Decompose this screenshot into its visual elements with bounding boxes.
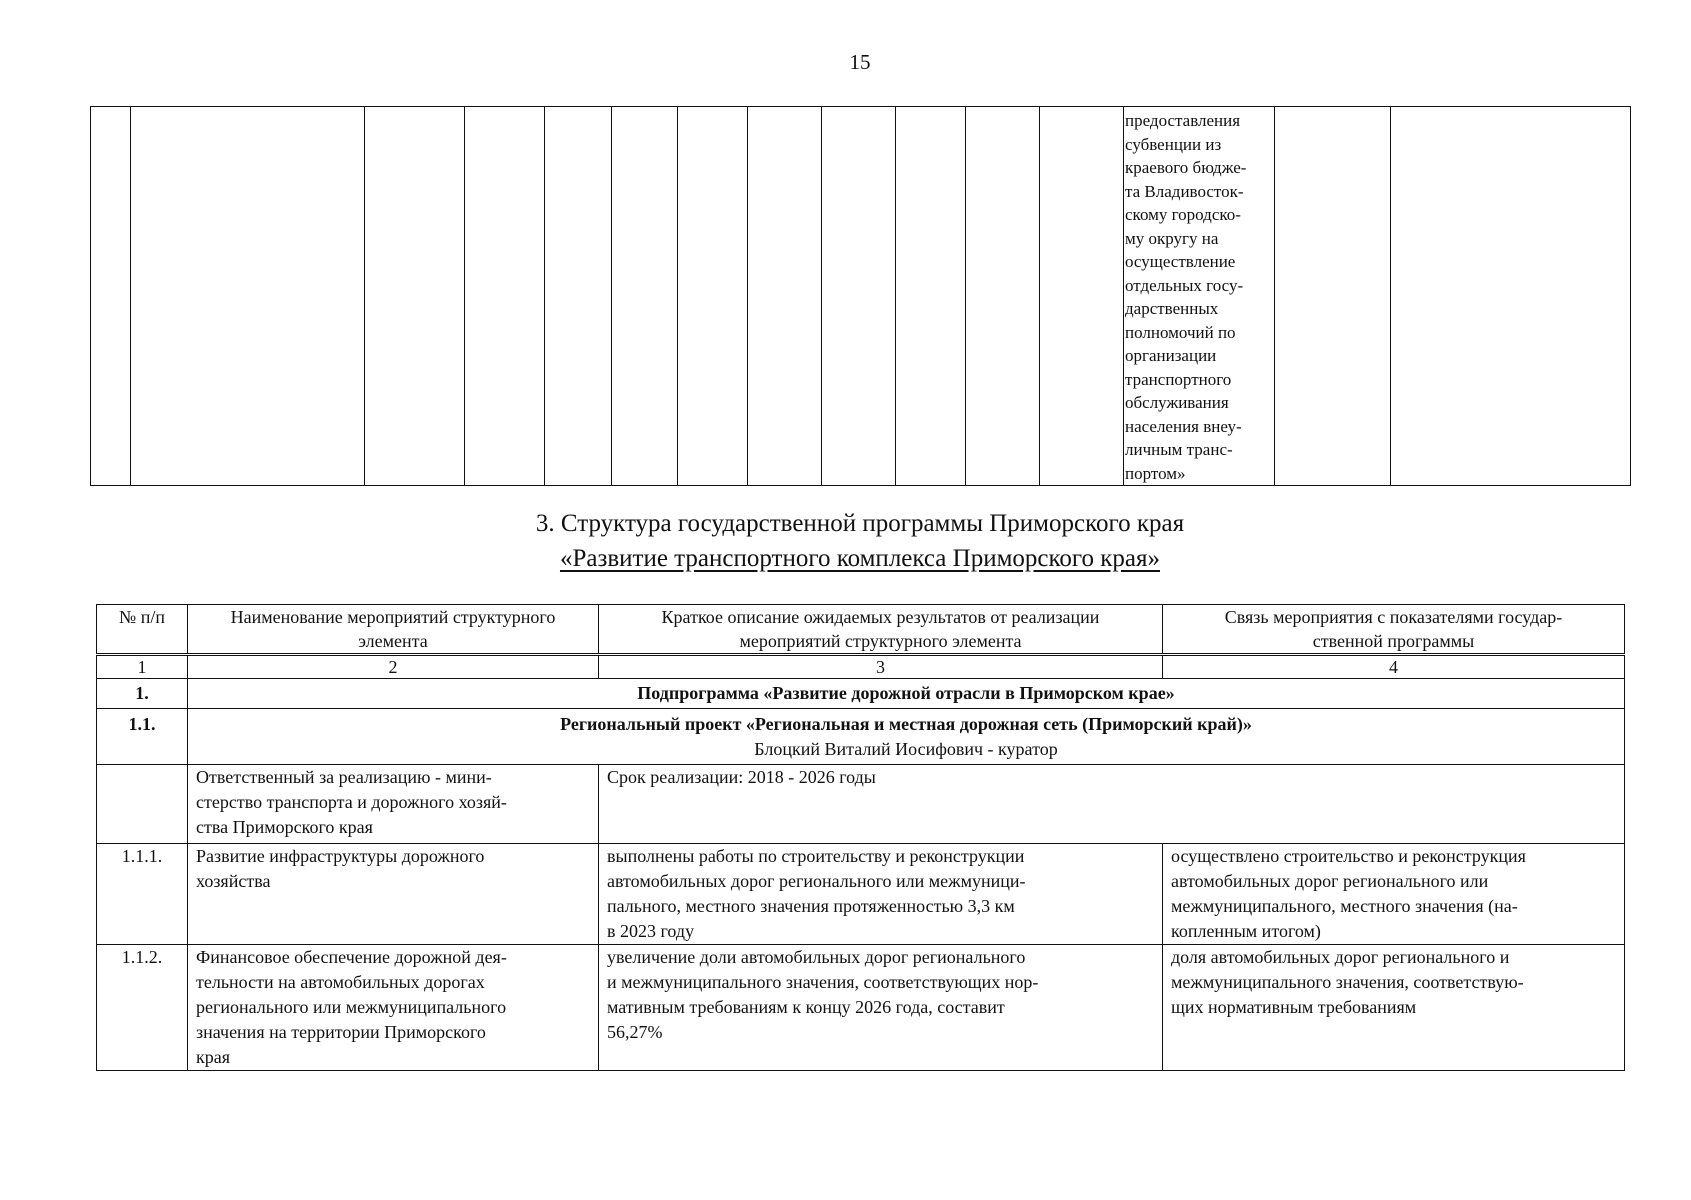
text-line: организации (1125, 346, 1217, 365)
text-line: осуществлено строительство и реконструкция (1171, 846, 1526, 866)
text-line: доля автомобильных дорог регионального и (1171, 947, 1510, 967)
text-line: субвенции из (1125, 134, 1222, 154)
text-line: скому городско- (1125, 205, 1241, 224)
empty-cell (545, 107, 612, 486)
project-number: 1.1. (97, 709, 188, 765)
header-line: элемента (358, 631, 428, 651)
column-number: 3 (599, 655, 1163, 679)
header-indicators (1163, 605, 1625, 655)
indicator-link-cell (1163, 844, 1625, 945)
column-numbers-row (97, 655, 1625, 679)
text-line: дарственных (1125, 299, 1219, 318)
empty-cell (1275, 107, 1391, 486)
empty-cell (91, 107, 131, 486)
text-line: и межмуниципального значения, соответствующих нор- (607, 972, 1039, 992)
empty-cell (1040, 107, 1124, 486)
text-line: копленным итогом) (1171, 921, 1321, 941)
empty-cell (365, 107, 465, 486)
text-line: выполнены работы по строительству и реконструкции (607, 846, 1025, 866)
structure-table (96, 604, 1625, 1071)
text-line: личным транс- (1125, 440, 1233, 459)
indicator-link-cell (1163, 945, 1625, 1071)
header-line: Краткое описание ожидаемых результатов от реализации (661, 607, 1100, 627)
text-line: значения на территории Приморского (196, 1022, 486, 1042)
empty-cell (822, 107, 896, 486)
text-line: автомобильных дорог регионального или межмуници- (607, 871, 1026, 891)
section-title: 3. Структура государственной программы Приморского края (535, 510, 1185, 537)
event-name-cell (188, 844, 599, 945)
event-name-cell (188, 945, 599, 1071)
text-line: увеличение доли автомобильных дорог регионального (607, 947, 1026, 967)
text-line: та Владивосток- (1125, 181, 1244, 201)
header-line: Наименование мероприятий структурного (230, 607, 556, 627)
responsible-row (97, 765, 1625, 844)
text-line: осуществление (1125, 252, 1236, 271)
text-line: 56,27% (607, 1022, 663, 1042)
row-number: 1.1.2. (97, 945, 188, 1071)
empty-cell (678, 107, 748, 486)
text-line: отдельных госу- (1125, 275, 1244, 295)
table-row (97, 844, 1625, 945)
header-line: ственной программы (1312, 631, 1475, 651)
text-line: ства Приморского края (196, 817, 373, 837)
text-line: Ответственный за реализацию - мини- (196, 767, 492, 787)
row-number: 1.1.1. (97, 844, 188, 945)
empty-cell (465, 107, 545, 486)
implementation-period: Срок реализации: 2018 - 2026 годы (599, 765, 1625, 844)
text-line: Финансовое обеспечение дорожной дея- (196, 947, 507, 967)
text-line: му округу на (1125, 228, 1219, 248)
subprogram-row (97, 679, 1625, 709)
expected-result-cell (599, 844, 1163, 945)
text-line: регионального или межмуниципального (196, 997, 507, 1017)
text-line: автомобильных дорог регионального или (1171, 871, 1489, 891)
text-line: стерство транспорта и дорожного хозяй- (196, 792, 507, 812)
header-number: № п/п (97, 605, 188, 655)
text-line: межмуниципального, местного значения (на- (1171, 896, 1518, 916)
subvention-description-cell (1124, 107, 1275, 486)
table-row (97, 945, 1625, 1071)
empty-cell (748, 107, 822, 486)
text-line: межмуниципального значения, соответствую- (1171, 972, 1524, 992)
header-line: мероприятий структурного элемента (739, 631, 1022, 651)
text-line: щих нормативным требованиям (1171, 997, 1417, 1017)
empty-cell (612, 107, 678, 486)
header-name (188, 605, 599, 655)
text-line: тельности на автомобильных дорогах (196, 972, 485, 992)
header-description (599, 605, 1163, 655)
project-title: Региональный проект «Региональная и местная дорожная сеть (Приморский край)» (560, 714, 1252, 734)
text-line: мативным требованиям к концу 2026 года, составит (607, 997, 1005, 1017)
project-cell (188, 709, 1625, 765)
text-line: полномочий по (1125, 322, 1236, 342)
expected-result-cell (599, 945, 1163, 1071)
subprogram-title: Подпрограмма «Развитие дорожной отрасли в Приморском крае» (188, 679, 1625, 709)
text-line: населения внеу- (1125, 416, 1242, 436)
column-number: 2 (188, 655, 599, 679)
project-curator: Блоцкий Виталий Иосифович - куратор (754, 739, 1058, 759)
empty-cell (1391, 107, 1631, 486)
project-row (97, 709, 1625, 765)
continuation-table (90, 106, 1631, 486)
text-line: обслуживания (1125, 393, 1229, 412)
text-line: хозяйства (196, 871, 271, 891)
column-number: 1 (97, 655, 188, 679)
program-name: «Развитие транспортного комплекса Приморского края» (559, 545, 1161, 572)
page-number: 15 (849, 50, 871, 74)
header-line: Связь мероприятия с показателями государ- (1224, 607, 1563, 627)
text-line: края (196, 1047, 231, 1067)
section-subtitle (0, 542, 1691, 576)
responsible-cell (188, 765, 599, 844)
continuation-row (91, 107, 1631, 486)
text-line: краевого бюдже- (1125, 158, 1247, 177)
empty-cell (97, 765, 188, 844)
subprogram-number: 1. (97, 679, 188, 709)
text-line: Развитие инфраструктуры дорожного (196, 846, 485, 866)
text-line: пального, местного значения протяженностью 3,3 км (607, 896, 1015, 916)
text-line: в 2023 году (607, 921, 695, 941)
empty-cell (131, 107, 365, 486)
empty-cell (896, 107, 966, 486)
header-row (97, 605, 1625, 655)
text-line: предоставления (1125, 111, 1241, 130)
text-line: портом» (1125, 463, 1186, 483)
empty-cell (966, 107, 1040, 486)
column-number: 4 (1163, 655, 1625, 679)
text-line: транспортного (1125, 369, 1232, 389)
